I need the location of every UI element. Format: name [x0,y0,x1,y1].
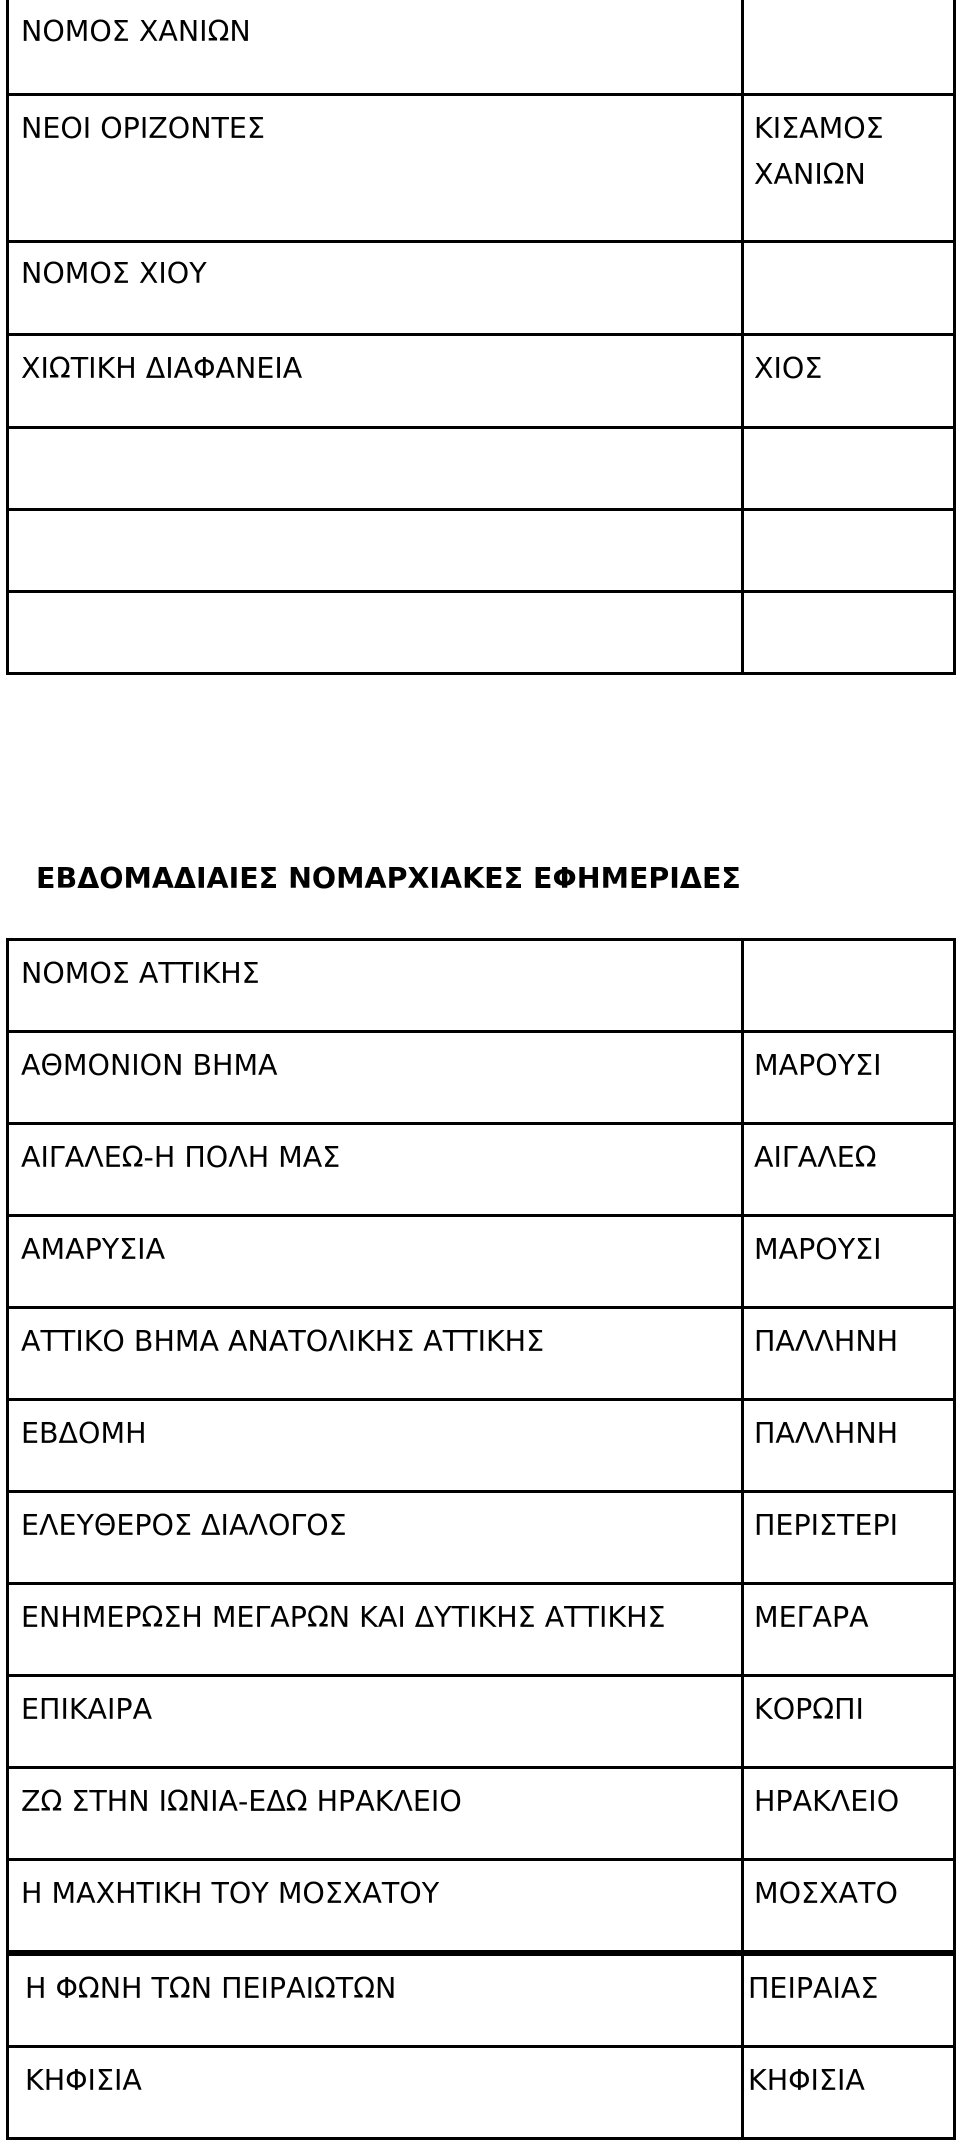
table-row [8,335,955,428]
table-row [8,1124,955,1216]
city-cell: ΗΡΑΚΛΕΙΟ [743,1768,955,1860]
city-cell [743,0,955,95]
city-cell: ΚΙΣΑΜΟΣ ΧΑΝΙΩΝ [743,95,955,242]
table-row [8,0,955,95]
newspaper-name-cell: ΝΟΜΟΣ ΑΤΤΙΚΗΣ [8,940,743,1032]
newspaper-name-cell: ΑΜΑΡΥΣΙΑ [8,1216,743,1308]
city-cell: ΧΙΟΣ [743,335,955,428]
city-cell: ΠΑΛΛΗΝΗ [743,1400,955,1492]
newspaper-name-cell: ΕΝΗΜΕΡΩΣΗ ΜΕΓΑΡΩΝ ΚΑΙ ΔΥΤΙΚΗΣ ΑΤΤΙΚΗΣ [8,1584,743,1676]
newspaper-table-weekly [6,938,956,2140]
newspaper-table-regional [6,0,956,675]
newspaper-name-cell: ΝΕΟΙ ΟΡΙΖΟΝΤΕΣ [8,95,743,242]
newspaper-name-cell: ΚΗΦΙΣΙΑ [8,2047,743,2139]
table-row [8,1032,955,1124]
table-row [8,428,955,510]
table-row [8,1584,955,1676]
table-row [8,1676,955,1768]
newspaper-name-cell: ΝΟΜΟΣ ΧΙΟΥ [8,242,743,335]
newspaper-name-cell: Η ΦΩΝΗ ΤΩΝ ΠΕΙΡΑΙΩΤΩΝ [8,1953,743,2047]
city-cell: ΑΙΓΑΛΕΩ [743,1124,955,1216]
newspaper-name-cell [8,510,743,592]
table-row [8,2047,955,2139]
table-row [8,1860,955,1954]
table-row [8,242,955,335]
city-cell: ΠΑΛΛΗΝΗ [743,1308,955,1400]
city-cell [743,592,955,674]
city-cell: ΚΟΡΩΠΙ [743,1676,955,1768]
city-cell [743,510,955,592]
table-row [8,510,955,592]
newspaper-name-cell: ΑΙΓΑΛΕΩ-Η ΠΟΛΗ ΜΑΣ [8,1124,743,1216]
newspaper-name-cell: ΕΠΙΚΑΙΡΑ [8,1676,743,1768]
city-cell: ΠΕΙΡΑΙΑΣ [743,1953,955,2047]
table-row [8,1216,955,1308]
newspaper-name-cell: ΑΤΤΙΚΟ ΒΗΜΑ ΑΝΑΤΟΛΙΚΗΣ ΑΤΤΙΚΗΣ [8,1308,743,1400]
newspaper-name-cell [8,592,743,674]
newspaper-name-cell: ΕΒΔΟΜΗ [8,1400,743,1492]
city-cell: ΜΕΓΑΡΑ [743,1584,955,1676]
table-row [8,1953,955,2047]
newspaper-name-cell: ΑΘΜΟΝΙΟΝ ΒΗΜΑ [8,1032,743,1124]
table-row [8,95,955,242]
city-cell [743,428,955,510]
table-row [8,592,955,674]
table-row [8,1400,955,1492]
table-row [8,1768,955,1860]
newspaper-name-cell: Η ΜΑΧΗΤΙΚΗ ΤΟΥ ΜΟΣΧΑΤΟΥ [8,1860,743,1954]
city-cell: ΜΟΣΧΑΤΟ [743,1860,955,1954]
newspaper-name-cell: ΕΛΕΥΘΕΡΟΣ ΔΙΑΛΟΓΟΣ [8,1492,743,1584]
city-cell [743,242,955,335]
newspaper-name-cell: ΝΟΜΟΣ ΧΑΝΙΩΝ [8,0,743,95]
city-cell [743,940,955,1032]
section-heading: ΕΒΔΟΜΑΔΙΑΙΕΣ ΝΟΜΑΡΧΙΑΚΕΣ ΕΦΗΜΕΡΙΔΕΣ [36,862,741,895]
newspaper-name-cell: ΖΩ ΣΤΗΝ ΙΩΝΙΑ-ΕΔΩ ΗΡΑΚΛΕΙΟ [8,1768,743,1860]
newspaper-name-cell: ΧΙΩΤΙΚΗ ΔΙΑΦΑΝΕΙΑ [8,335,743,428]
newspaper-name-cell [8,428,743,510]
table-row [8,1308,955,1400]
city-cell: ΠΕΡΙΣΤΕΡΙ [743,1492,955,1584]
city-cell: ΚΗΦΙΣΙΑ [743,2047,955,2139]
city-cell: ΜΑΡΟΥΣΙ [743,1216,955,1308]
table-row [8,940,955,1032]
city-cell: ΜΑΡΟΥΣΙ [743,1032,955,1124]
table-row [8,1492,955,1584]
